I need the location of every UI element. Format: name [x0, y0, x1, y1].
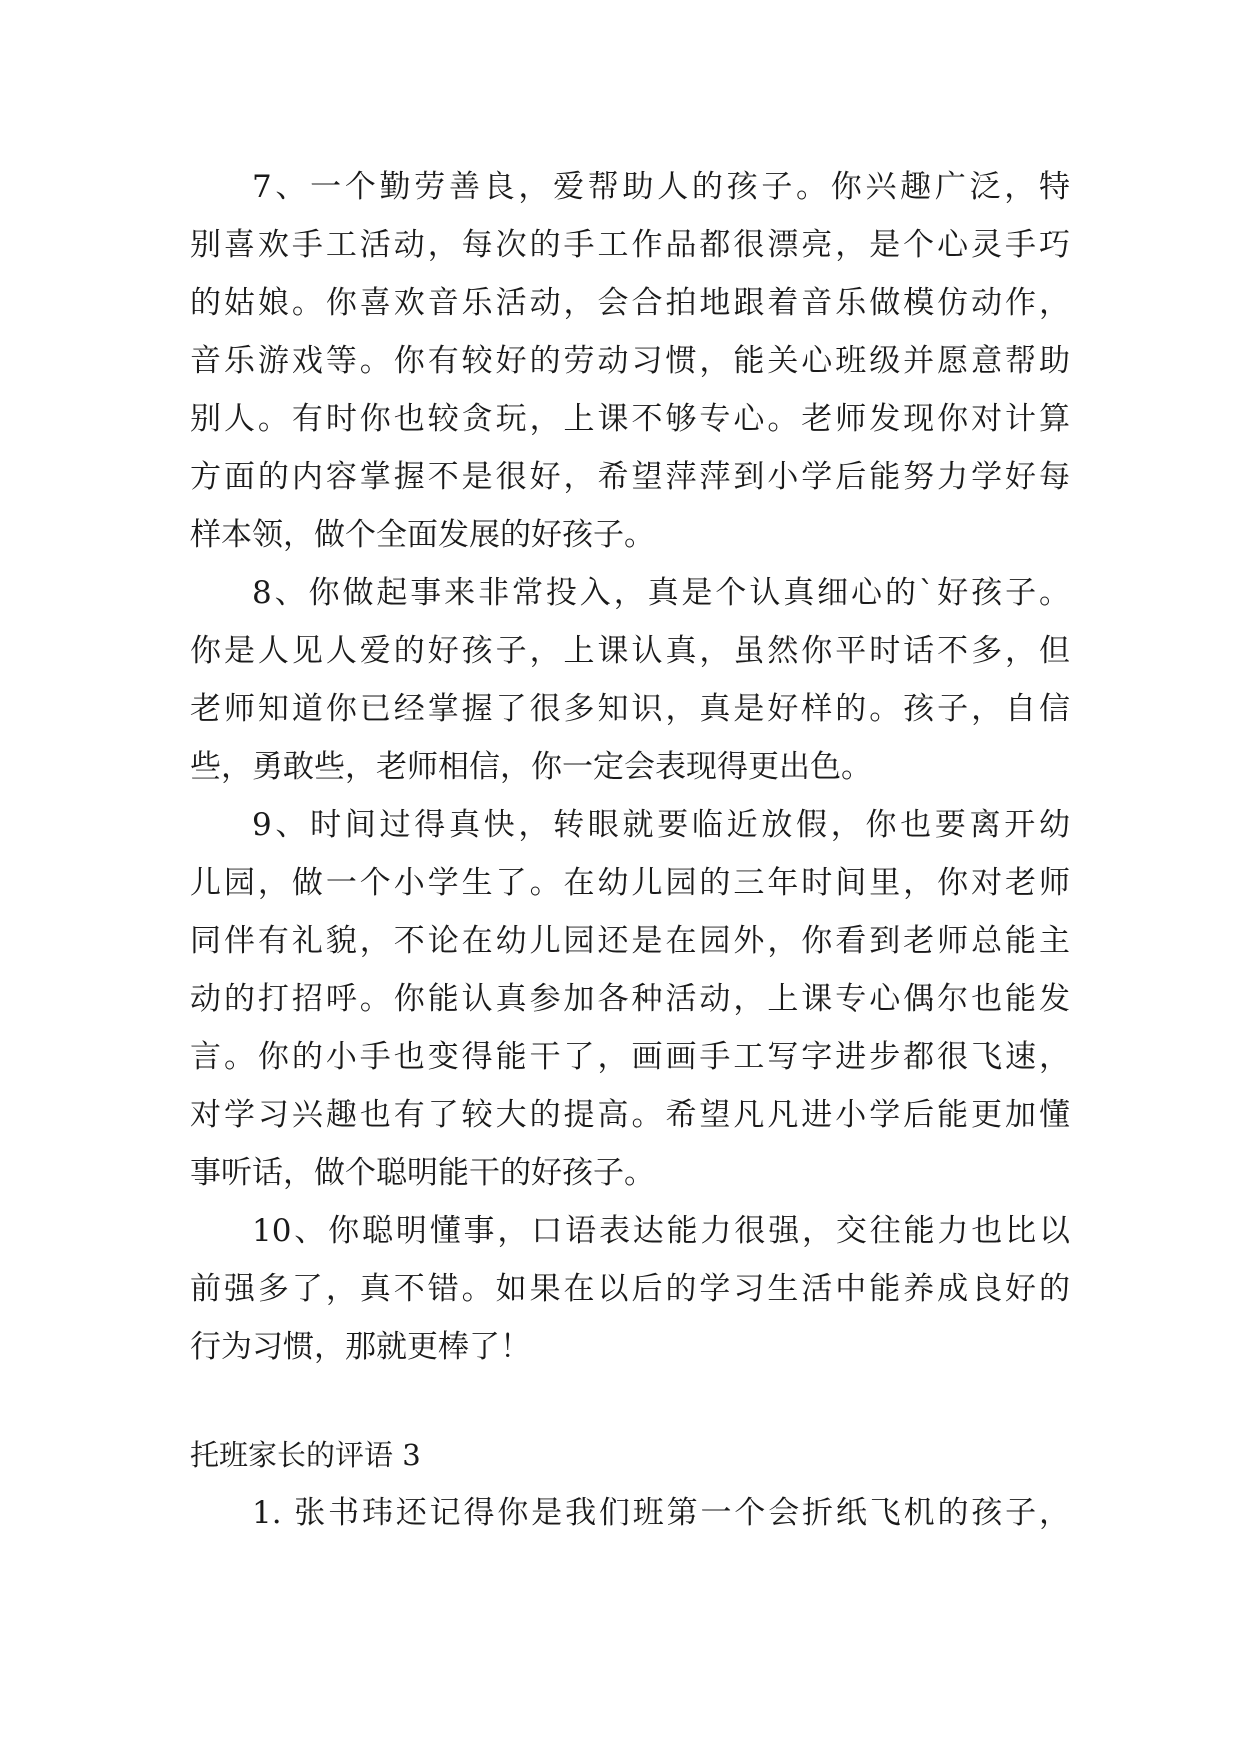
text-line: 前强多了，真不错。如果在以后的学习生活中能养成良好的 — [190, 1271, 1070, 1307]
paragraph-11 — [190, 1484, 1070, 1542]
text-line: 儿园，做一个小学生了。在幼儿园的三年时间里，你对老师 — [190, 865, 1070, 901]
text-line: 样本领，做个全面发展的好孩子。 — [190, 517, 655, 553]
text-line: 的姑娘。你喜欢音乐活动，会合拍地跟着音乐做模仿动作， — [190, 285, 1070, 321]
text-line: 动的打招呼。你能认真参加各种活动，上课专心偶尔也能发 — [190, 981, 1070, 1017]
paragraph-9 — [190, 796, 1070, 1202]
text-line: 行为习惯，那就更棒了！ — [190, 1329, 531, 1365]
section-heading: 托班家长的评语 3 — [190, 1438, 421, 1472]
document-page — [190, 158, 1070, 1542]
text-line: 你是人见人爱的好孩子，上课认真，虽然你平时话不多，但 — [190, 633, 1070, 669]
section-spacer — [190, 1376, 1070, 1426]
text-line: 7、一个勤劳善良，爱帮助人的孩子。你兴趣广泛，特 — [252, 169, 1070, 205]
text-line: 同伴有礼貌，不论在幼儿园还是在园外，你看到老师总能主 — [190, 923, 1070, 959]
text-line: 音乐游戏等。你有较好的劳动习惯，能关心班级并愿意帮助 — [190, 343, 1070, 379]
text-line: 方面的内容掌握不是很好，希望萍萍到小学后能努力学好每 — [190, 459, 1070, 495]
text-line: 10、你聪明懂事，口语表达能力很强，交往能力也比以 — [252, 1213, 1070, 1249]
paragraph-10 — [190, 1202, 1070, 1376]
text-line: 8、你做起事来非常投入，真是个认真细心的`好孩子。 — [252, 575, 1070, 611]
text-line: 些，勇敢些，老师相信，你一定会表现得更出色。 — [190, 749, 872, 785]
text-line: 1. 张书玮还记得你是我们班第一个会折纸飞机的孩子， — [252, 1495, 1070, 1531]
text-line: 老师知道你已经掌握了很多知识，真是好样的。孩子，自信 — [190, 691, 1070, 727]
text-line: 9、时间过得真快，转眼就要临近放假，你也要离开幼 — [252, 807, 1070, 843]
paragraph-8 — [190, 564, 1070, 796]
paragraph-7 — [190, 158, 1070, 564]
text-line: 别人。有时你也较贪玩，上课不够专心。老师发现你对计算 — [190, 401, 1070, 437]
text-line: 事听话，做个聪明能干的好孩子。 — [190, 1155, 655, 1191]
text-line: 对学习兴趣也有了较大的提高。希望凡凡进小学后能更加懂 — [190, 1097, 1070, 1133]
text-line: 别喜欢手工活动，每次的手工作品都很漂亮，是个心灵手巧 — [190, 227, 1070, 263]
text-line: 言。你的小手也变得能干了，画画手工写字进步都很飞速， — [190, 1039, 1070, 1075]
